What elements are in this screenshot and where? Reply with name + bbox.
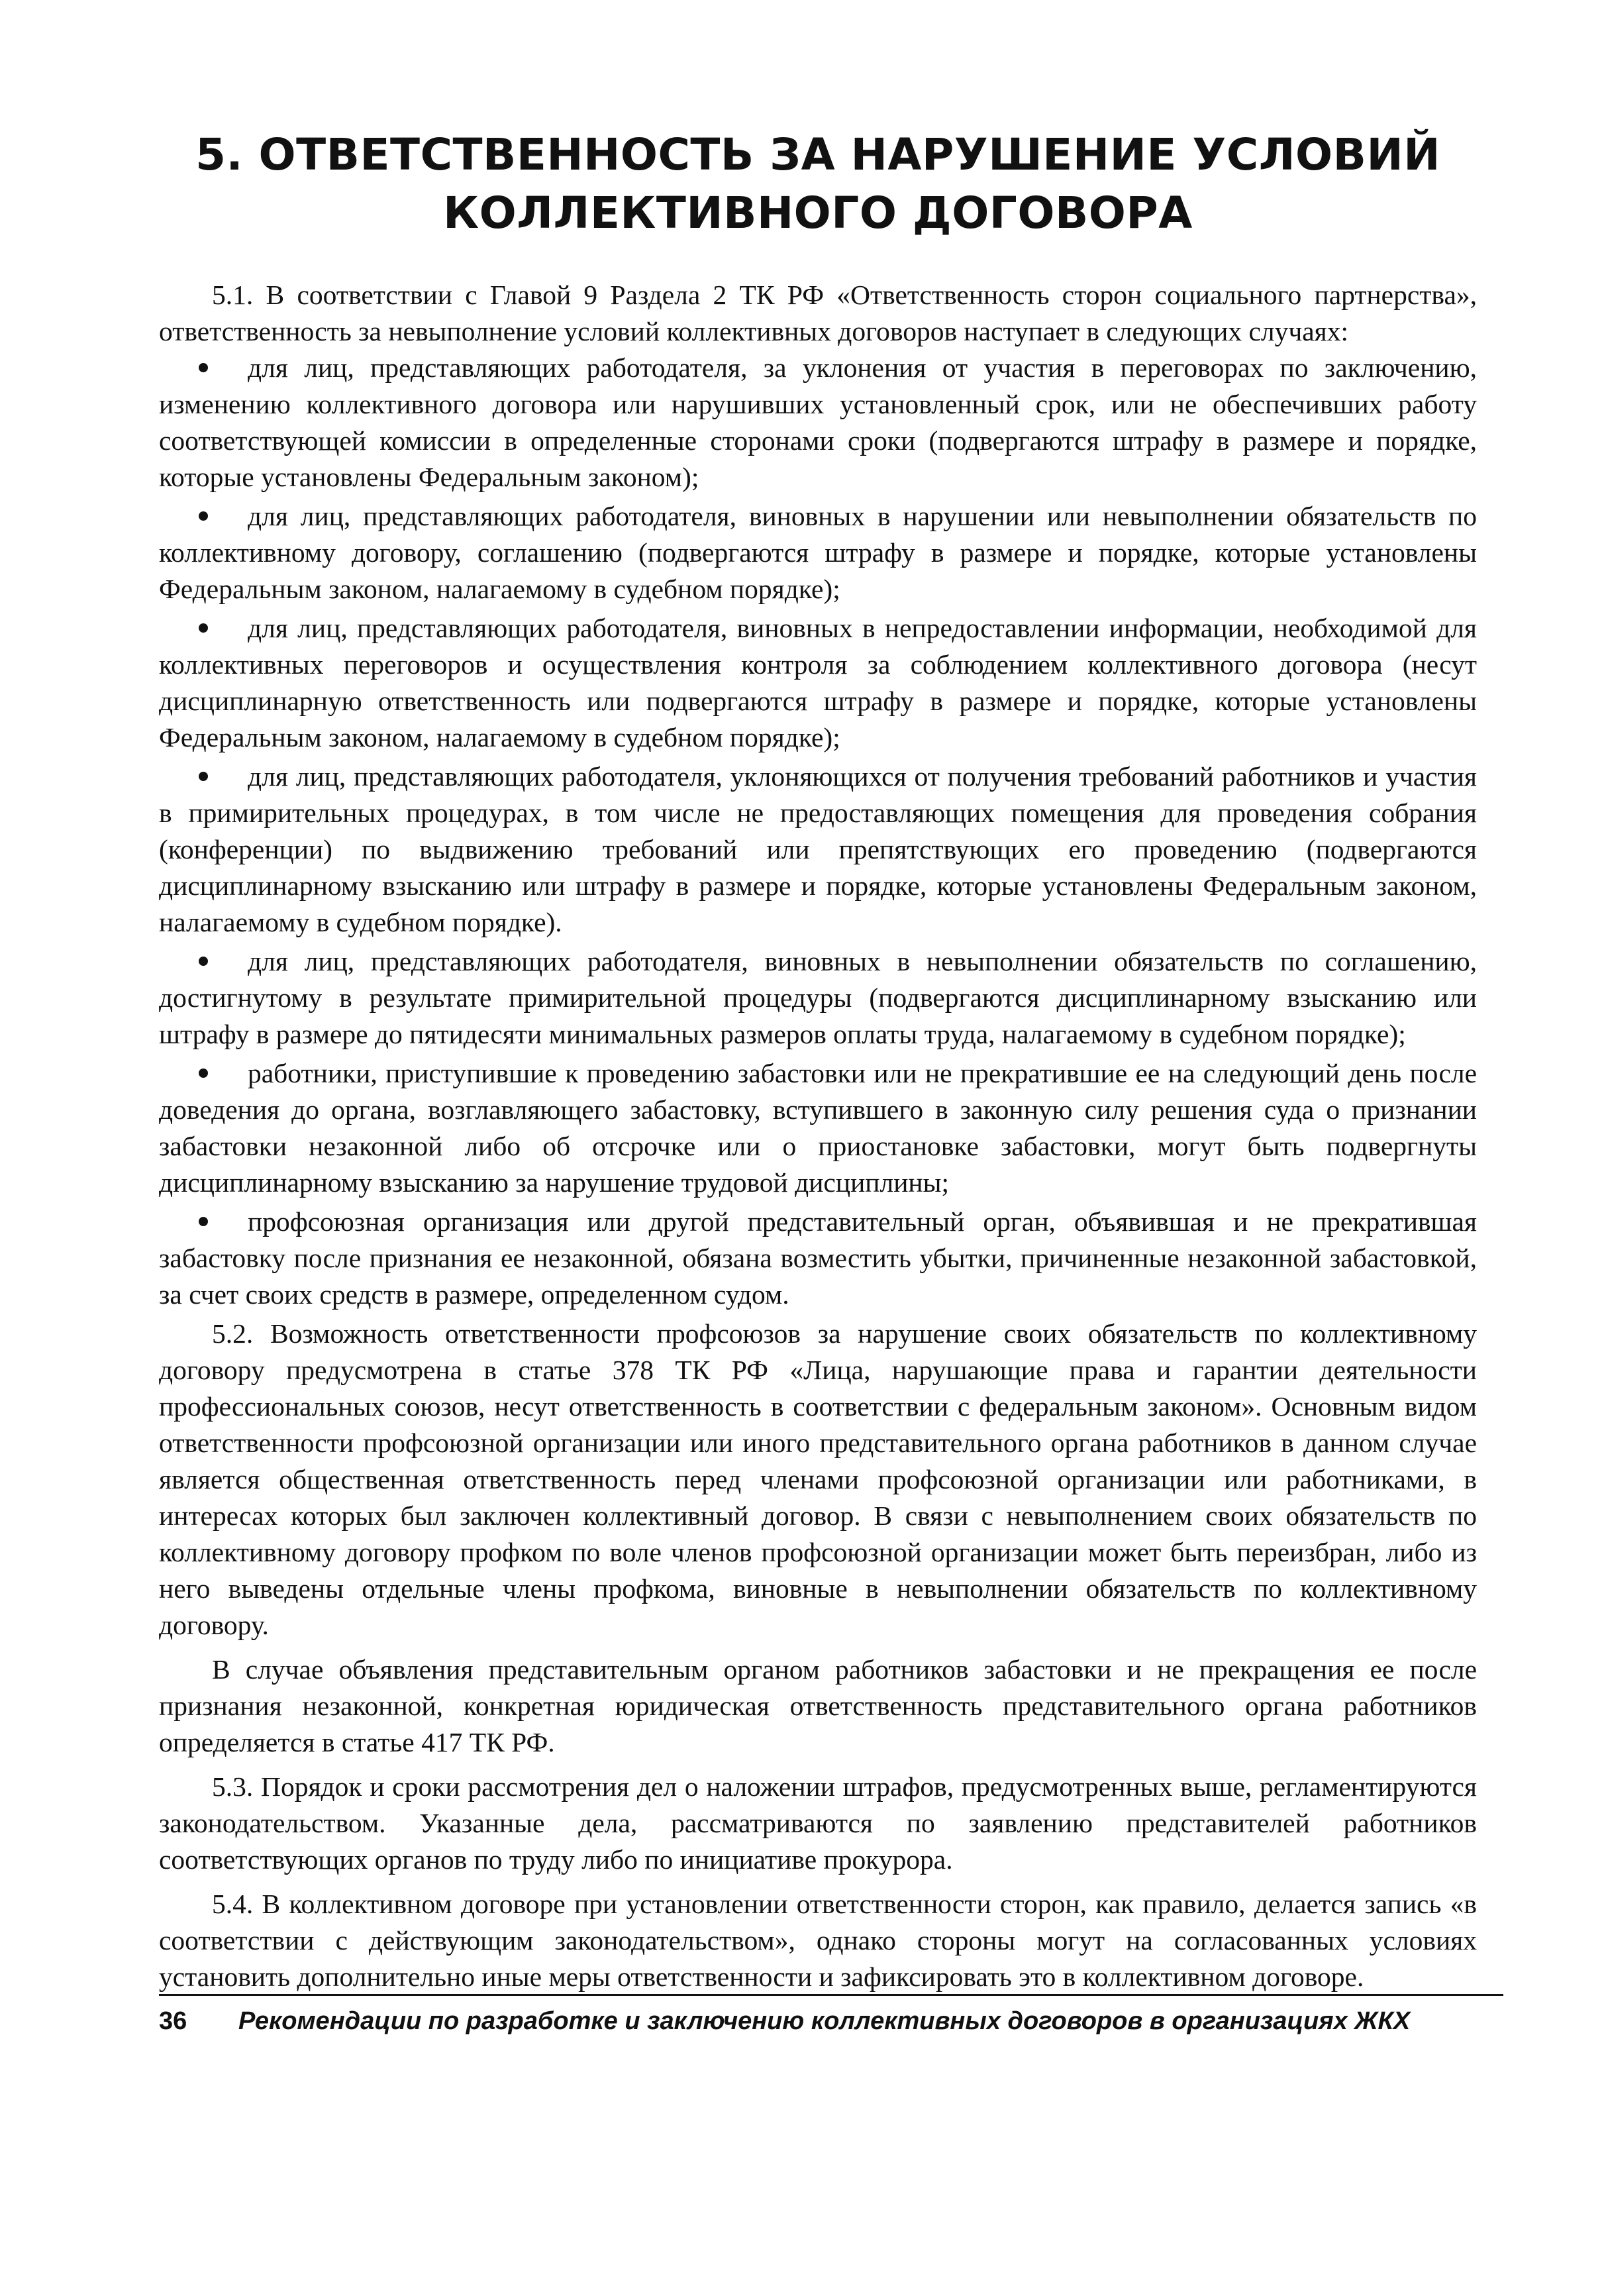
bullet-text-7: профсоюзная организация или другой представительный орган, объявившая и не прекратившая забастовку после признания ее незаконной, обязана возместить убытки, причиненные незаконной забастовкой, за счет своих средств в размере, определенном судом. [159,1206,1477,1310]
document-page [159,126,1477,1995]
bullet-text-5: для лиц, представляющих работодателя, виновных в невыполнении обязательств по соглашению, достигнутому в результате примирительной процедуры (подвергаются дисциплинарному взысканию или штрафу в размере до пятидесяти минимальных размеров оплаты труда, налагаемому в судебном порядке); [159,946,1477,1049]
section-body [159,277,1477,1995]
section-title-line-2: КОЛЛЕКТИВНОГО ДОГОВОРА [443,187,1193,238]
bullet-icon [199,1069,208,1078]
bullet-icon [199,1217,208,1226]
page-footer [159,1994,1503,2037]
bullet-text-3: для лиц, представляющих работодателя, виновных в непредоставлении информации, необходимой для коллективных переговоров и осуществления контроля за соблюдением коллективного договора (несут дисциплинарную ответственность или подвергаются штрафу в размере и порядке, которые установлены Федеральным законом, налагаемому в судебном порядке); [159,613,1477,753]
bullet-item-1 [159,350,1477,496]
bullet-item-7 [159,1204,1477,1313]
page-number: 36 [159,2007,187,2035]
bullet-icon [199,511,208,521]
bullet-item-4 [159,758,1477,941]
bullet-text-4: для лиц, представляющих работодателя, уклоняющихся от получения требований работников и участия в примирительных процедурах, в том числе не предоставляющих помещения для проведения собрания (конференции) по выдвижению требований или препятствующих его проведению (подвергаются дисциплинарному взысканию или штрафу в размере и порядке, которые установлены Федеральным законом, налагаемому в судебном порядке). [159,761,1477,937]
bullet-icon [199,957,208,966]
paragraph-5-3: 5.3. Порядок и сроки рассмотрения дел о наложении штрафов, предусмотренных выше, регламентируются законодательством. Указанные дела, рассматриваются по заявлению представителей работников соответствующих органов по труду либо по инициативе прокурора. [159,1771,1477,1875]
running-footer-title: Рекомендации по разработке и заключению коллективных договоров в организациях ЖКХ [238,2007,1411,2035]
bullet-item-6 [159,1055,1477,1201]
bullet-item-3 [159,610,1477,756]
bullet-icon [199,363,208,372]
bullet-text-1: для лиц, представляющих работодателя, за уклонения от участия в переговорах по заключению, изменению коллективного договора или нарушивших установленный срок, или не обеспечивших работу соответствующей комиссии в определенные сторонами сроки (подвергаются штрафу в размере и порядке, которые установлены Федеральным законом); [159,352,1477,492]
section-title-line-1: 5. ОТВЕТСТВЕННОСТЬ ЗА НАРУШЕНИЕ УСЛОВИЙ [195,129,1440,180]
bullet-text-6: работники, приступившие к проведению забастовки или не прекратившие ее на следующий день после доведения до органа, возглавляющего забастовку, вступившего в законную силу решения суда о признании забастовки незаконной либо об отсрочке или о приостановке забастовки, могут быть подвергнуты дисциплинарному взысканию за нарушение трудовой дисциплины; [159,1058,1477,1198]
section-title [159,126,1477,242]
paragraph-5-1: 5.1. В соответствии с Главой 9 Раздела 2 ТК РФ «Ответственность сторон социального партнерства», ответственность за невыполнение условий коллективных договоров наступает в следующих случаях: [159,280,1477,346]
bullet-icon [199,623,208,633]
paragraph-5-2-continued: В случае объявления представительным органом работников забастовки и не прекращения ее после признания незаконной, конкретная юридическая ответственность представительного органа работников определяется в статье 417 ТК РФ. [159,1654,1477,1757]
paragraph-5-2: 5.2. Возможность ответственности профсоюзов за нарушение своих обязательств по коллективному договору предусмотрена в статье 378 ТК РФ «Лица, нарушающие права и гарантии деятельности профессиональных союзов, несут ответственность в соответствии с федеральным законом». Основным видом ответственности профсоюзной организации или иного представительного органа работников в данном случае является общественная ответственность перед членами профсоюзной организации или работниками, в интересах которых был заключен коллективный договор. В связи с невыполнением своих обязательств по коллективному договору профком по воле членов профсоюзной организации может быть переизбран, либо из него выведены отдельные члены профкома, виновные в невыполнении обязательств по коллективному договору. [159,1318,1477,1640]
bullet-item-2 [159,498,1477,607]
bullet-text-2: для лиц, представляющих работодателя, виновных в нарушении или невыполнении обязательств по коллективному договору, соглашению (подвергаются штрафу в размере и порядке, которые установлены Федеральным законом, налагаемому в судебном порядке); [159,501,1477,604]
bullet-icon [199,772,208,781]
bullet-item-5 [159,943,1477,1053]
paragraph-5-4: 5.4. В коллективном договоре при установлении ответственности сторон, как правило, делается запись «в соответствии с действующим законодательством», однако стороны могут на согласованных условиях установить дополнительно иные меры ответственности и зафиксировать это в коллективном договоре. [159,1889,1477,1992]
